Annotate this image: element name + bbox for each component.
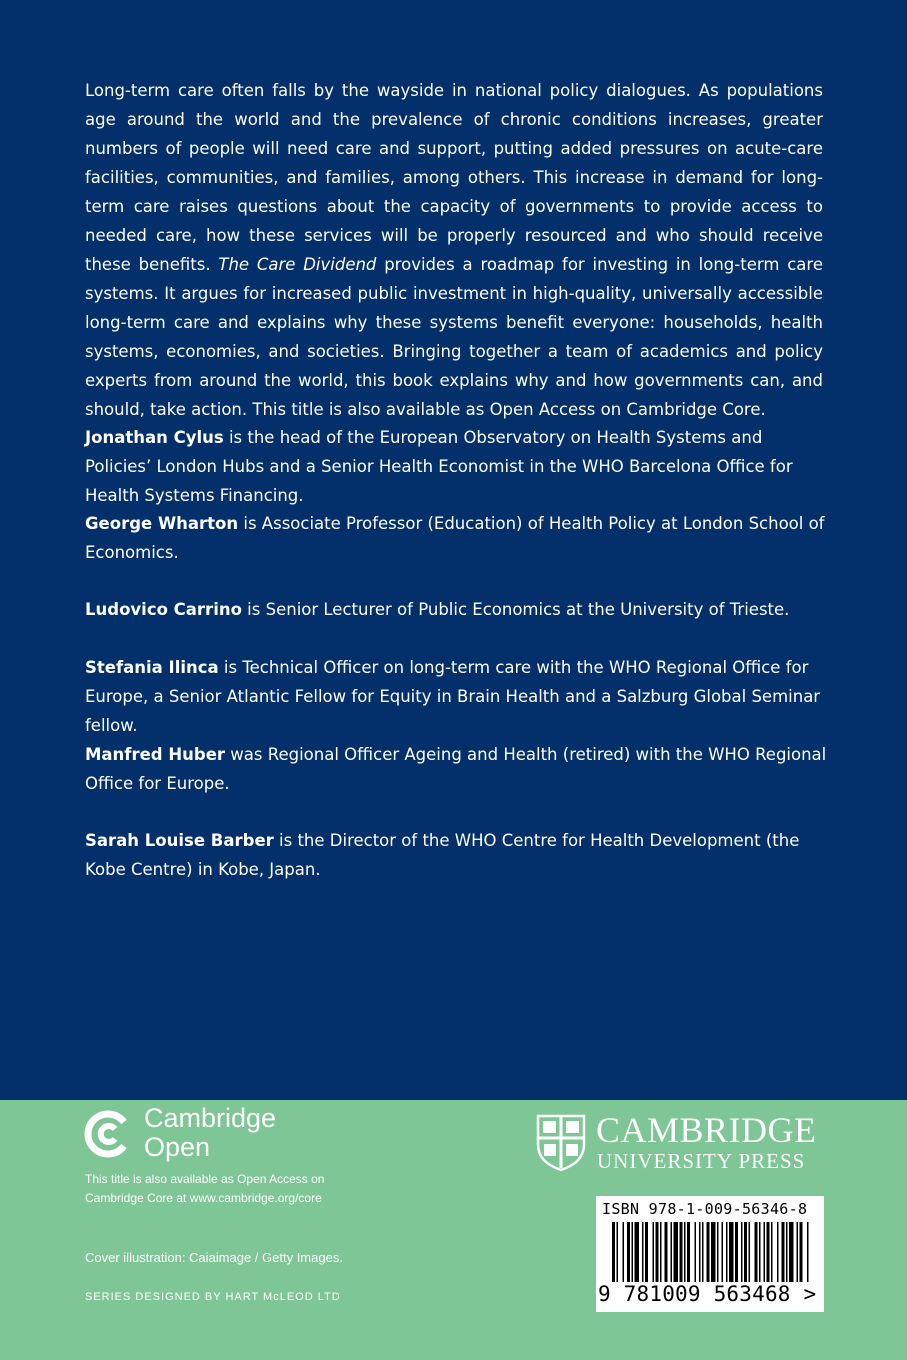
barcode-bar — [764, 1222, 766, 1286]
cambridge-crest-icon — [536, 1114, 586, 1172]
author-bio-text: is Senior Lecturer of Public Economics at the University of Trieste. — [241, 600, 790, 619]
cover-credit: Cover illustration: Caiaimage / Getty Images. — [85, 1250, 343, 1265]
book-description — [85, 76, 823, 424]
barcode-bar — [612, 1222, 615, 1286]
barcode-bar — [789, 1222, 794, 1286]
barcode-bar — [627, 1222, 630, 1286]
barcode-bars — [604, 1222, 816, 1286]
isbn-label: ISBN 978-1-009-56346-8 — [602, 1200, 808, 1218]
barcode-bar — [786, 1222, 788, 1286]
author-name: Jonathan Cylus — [85, 428, 224, 447]
barcode-bar — [632, 1222, 634, 1286]
author-name: Sarah Louise Barber — [85, 831, 274, 850]
author-bio-text: is Technical Officer on long-term care with the WHO Regional Office for Europe, a Senior Atlantic Fellow for Equity in Brain Health and a Salzburg Global Seminar fellow. — [85, 658, 821, 735]
cambridge-open-wordmark — [144, 1104, 344, 1162]
isbn-digits: 9 781009 563468 > — [598, 1282, 817, 1306]
barcode-bar — [687, 1222, 690, 1286]
barcode-bar — [642, 1222, 644, 1286]
barcode-bar — [623, 1222, 625, 1286]
author-bio — [85, 423, 830, 510]
barcode-bar — [674, 1222, 679, 1286]
author-bio-text: is the Director of the WHO Centre for Health Development (the Kobe Centre) in Kobe, Japan. — [85, 831, 800, 879]
author-name: Ludovico Carrino — [85, 600, 242, 619]
barcode-bar — [744, 1222, 747, 1286]
barcode-bar — [749, 1222, 751, 1286]
barcode-bar — [656, 1222, 659, 1286]
author-name: Manfred Huber — [85, 745, 226, 764]
barcode-bar — [767, 1222, 770, 1286]
barcode-bar — [807, 1222, 809, 1286]
author-bio — [85, 653, 830, 740]
author-name: Stefania Ilinca — [85, 658, 219, 677]
barcode-bar — [741, 1222, 743, 1286]
open-access-note: This title is also available as Open Access on Cambridge Core at www.cambridge.org/core — [85, 1172, 325, 1205]
barcode-bar — [635, 1222, 640, 1286]
barcode-bar — [735, 1222, 738, 1286]
isbn-barcode — [596, 1196, 824, 1312]
publisher-name: CAMBRIDGE — [596, 1110, 817, 1150]
author-bio — [85, 595, 830, 624]
barcode-bar — [729, 1222, 734, 1286]
barcode-bar — [660, 1222, 662, 1286]
barcode-bar — [671, 1222, 673, 1286]
publisher-press: UNIVERSITY PRESS — [597, 1149, 806, 1173]
barcode-bar — [726, 1222, 728, 1286]
description-part1: Long-term care often falls by the wayside in national policy dialogues. As populations age around the world and the prevalence of chronic conditions increases, greater numbers of people will need care and support, putting added pressures on acute-care facilities, communities, and families, among others. This increase in demand for long-term care raises questions about the capacity of governments to provide access to needed care, how these services will be properly resourced and who should receive these benefits. — [85, 81, 823, 274]
barcode-bar — [800, 1222, 803, 1286]
barcode-bar — [777, 1222, 779, 1286]
cambridge-open-logo-icon — [84, 1110, 132, 1158]
barcode-bar — [665, 1222, 668, 1286]
barcode-bar — [695, 1222, 697, 1286]
author-bio — [85, 826, 830, 884]
barcode-bar — [759, 1222, 761, 1286]
author-bio — [85, 509, 830, 567]
author-bio-text: is Associate Professor (Education) of Health Policy at London School of Economics. — [85, 514, 825, 562]
cambridge-open-line2: Open — [144, 1132, 211, 1162]
barcode-bar — [707, 1222, 710, 1286]
barcode-bar — [702, 1222, 704, 1286]
book-title: The Care Dividend — [218, 255, 377, 274]
barcode-bar — [617, 1222, 619, 1286]
barcode-bar — [684, 1222, 686, 1286]
barcode-bar — [771, 1222, 773, 1286]
author-name: George Wharton — [85, 514, 239, 533]
barcode-bar — [755, 1222, 758, 1286]
barcode-bar — [645, 1222, 648, 1286]
barcode-bar — [653, 1222, 655, 1286]
barcode-bar — [722, 1222, 724, 1286]
barcode-bar — [711, 1222, 716, 1286]
barcode-bar — [699, 1222, 701, 1286]
author-bio — [85, 740, 830, 798]
back-cover-footer — [0, 1100, 907, 1360]
author-bio-text: is the head of the European Observatory on Health Systems and Policies’ London Hubs and a Senior Health Economist in the WHO Barcelona Office for Health Systems Financing. — [85, 428, 793, 505]
description-part2: provides a roadmap for investing in long-term care systems. It argues for increased public investment in high-quality, universally accessible long-term care and explains why these systems benefit everyone: households, health systems, economies, and societies. Bringing together a team of academics and policy experts from around the world, this book explains why and how governments can, and should, take action. This title is also available as Open Access on Cambridge Core. — [85, 255, 823, 419]
author-bio-text: was Regional Officer Ageing and Health (retired) with the WHO Regional Office for Europe. — [85, 745, 827, 793]
barcode-bar — [717, 1222, 719, 1286]
cambridge-open-line1: Cambridge — [144, 1103, 277, 1133]
barcode-bar — [680, 1222, 683, 1286]
barcode-bar — [797, 1222, 799, 1286]
series-designer: SERIES DESIGNED BY HART McLEOD LTD — [85, 1291, 341, 1303]
barcode-bar — [782, 1222, 785, 1286]
